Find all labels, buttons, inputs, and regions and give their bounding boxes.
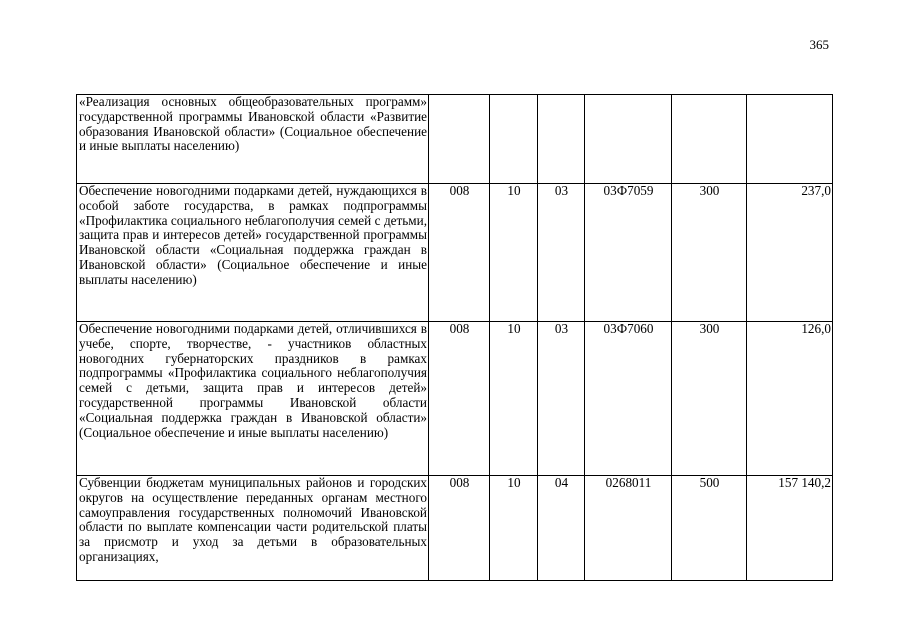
table-row (77, 322, 833, 476)
expense-type-code: 300 (672, 184, 747, 322)
row-description: Обеспечение новогодними подарками детей, нуждающихся в особой заботе государства, в рамках подпрограммы «Профилактика социального неблагополучия семей с детьми, защита прав и интересов детей» государственной программы Ивановской области «Социальная поддержка граждан в Ивановской области» (Социальное обеспечение и иные выплаты населению) (77, 184, 429, 322)
row-description: Обеспечение новогодними подарками детей, отличившихся в учебе, спорте, творчестве, - участников областных новогодних губернаторских праздников в рамках подпрограммы «Профилактика социального неблагополучия семей с детьми, защита прав и интересов детей» государственной программы Ивановской области «Социальная поддержка граждан в Ивановской области» (Социальное обеспечение и иные выплаты населению) (77, 322, 429, 476)
section-code: 10 (490, 322, 538, 476)
table-row (77, 184, 833, 322)
target-article-code: 03Ф7059 (585, 184, 672, 322)
subsection-code: 04 (538, 476, 585, 581)
admin-code: 008 (429, 184, 490, 322)
amount: 157 140,2 (747, 476, 833, 581)
expense-type-code (672, 95, 747, 184)
subsection-code: 03 (538, 322, 585, 476)
amount: 126,0 (747, 322, 833, 476)
subsection-code: 03 (538, 184, 585, 322)
admin-code (429, 95, 490, 184)
admin-code: 008 (429, 476, 490, 581)
page-number: 365 (809, 37, 829, 52)
expense-type-code: 500 (672, 476, 747, 581)
target-article-code: 03Ф7060 (585, 322, 672, 476)
budget-table (76, 94, 833, 581)
subsection-code (538, 95, 585, 184)
row-description: Субвенции бюджетам муниципальных районов и городских округов на осуществление переданных органам местного самоуправления государственных полномочий Ивановской области по выплате компенсации части родительской платы за присмотр и уход за детьми в образовательных организациях, (77, 476, 429, 581)
amount (747, 95, 833, 184)
table-row (77, 476, 833, 581)
target-article-code: 0268011 (585, 476, 672, 581)
target-article-code (585, 95, 672, 184)
expense-type-code: 300 (672, 322, 747, 476)
section-code (490, 95, 538, 184)
row-description: «Реализация основных общеобразовательных программ» государственной программы Ивановской области «Развитие образования Ивановской области» (Социальное обеспечение и иные выплаты населению) (77, 95, 429, 184)
section-code: 10 (490, 184, 538, 322)
table-row (77, 95, 833, 184)
amount: 237,0 (747, 184, 833, 322)
admin-code: 008 (429, 322, 490, 476)
section-code: 10 (490, 476, 538, 581)
